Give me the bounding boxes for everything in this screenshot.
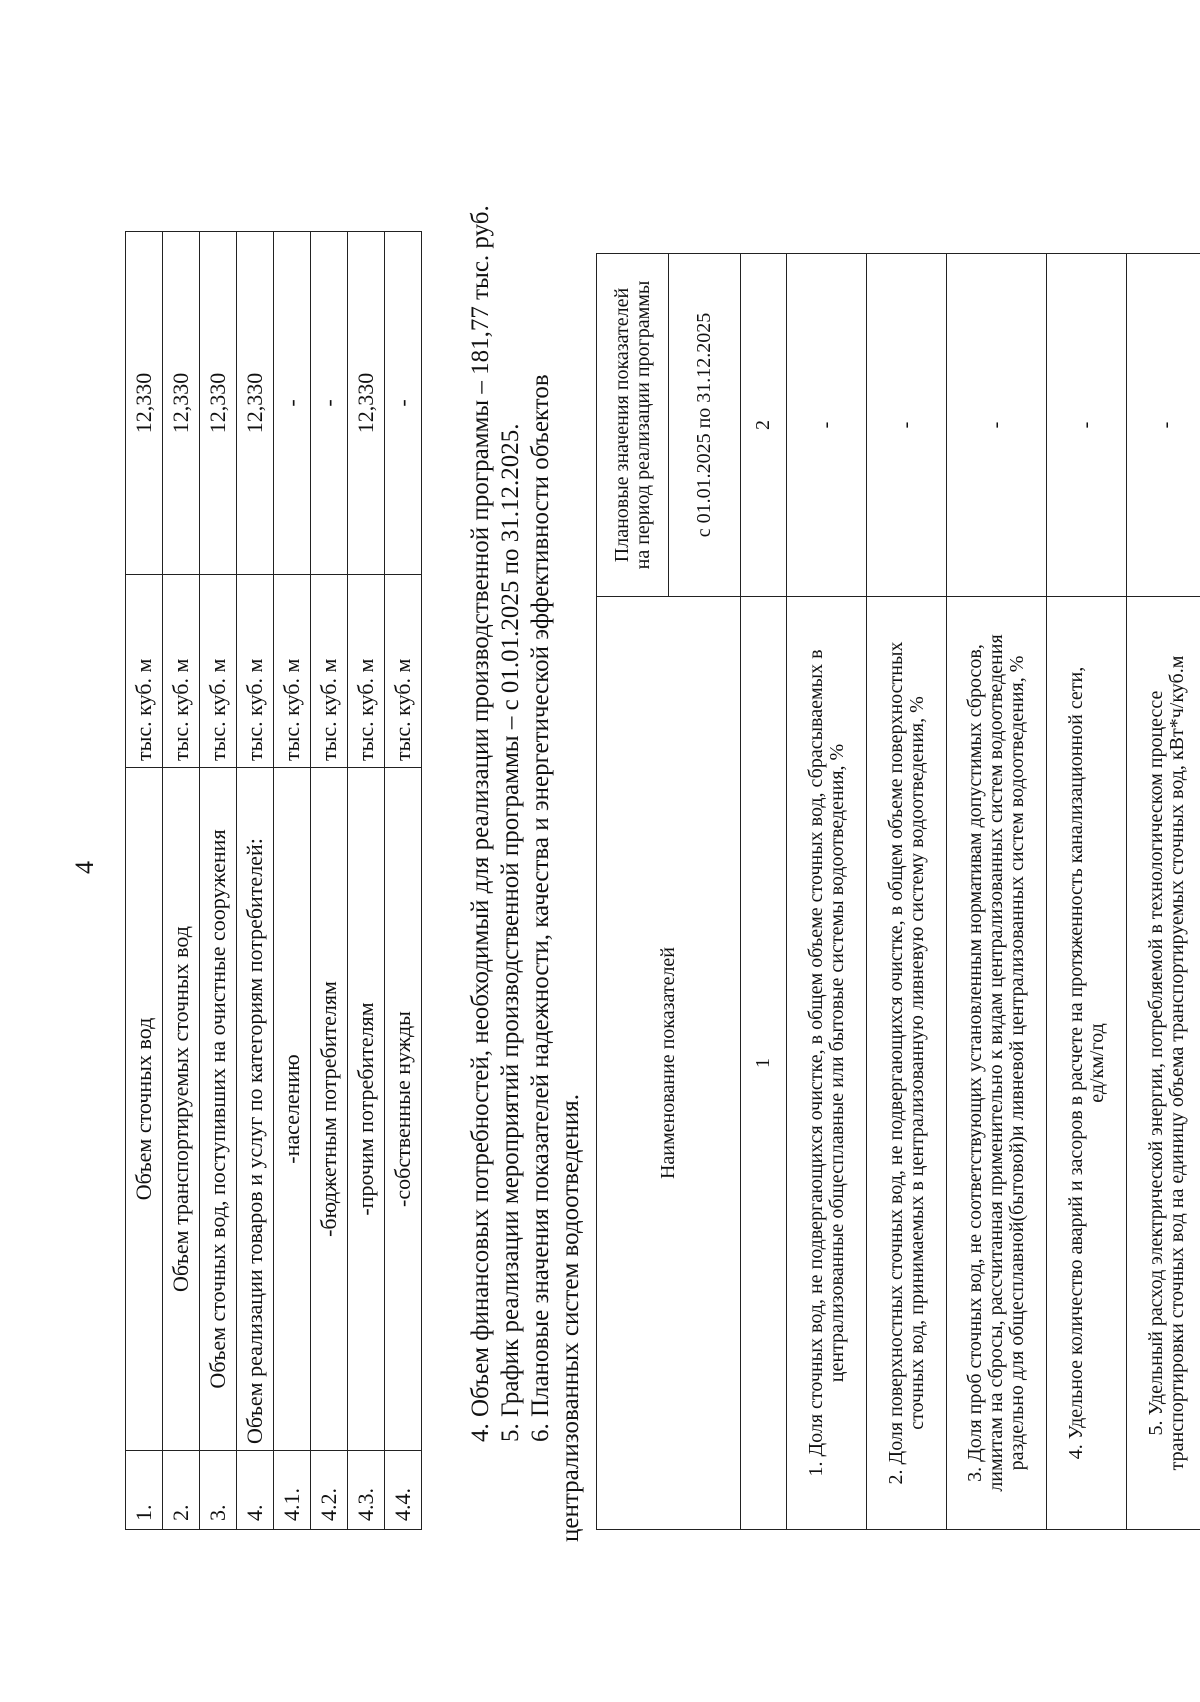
numbering-row: [741, 254, 787, 1530]
header-plan-line-1: Плановые значения показателей: [610, 287, 633, 563]
indicator-name-line: 1. Доля сточных вод, не подвергающихся очистке, в общем объеме сточных вод, сбрасываемых в: [804, 649, 827, 1477]
numbering-col-1: 1: [741, 597, 787, 1530]
indicator-name-line: 4. Удельное количество аварий и засоров в расчете на протяженность канализационной сети,: [1064, 666, 1087, 1460]
indicator-name: [1047, 597, 1127, 1530]
header-row: [597, 254, 669, 1530]
row-value: 12,330: [348, 232, 385, 575]
row-value: 12,330: [126, 232, 163, 575]
indicator-name-line: 3. Доля проб сточных вод, не соответствующих установленным нормативам допустимых сбросов,: [964, 644, 986, 1482]
indicator-name: [947, 597, 1047, 1530]
table-row: [1047, 254, 1127, 1530]
table-row: [947, 254, 1047, 1530]
indicator-value: -: [1047, 254, 1127, 597]
indicator-name-line: раздельно для общесплавной(бытовой)и ливневой централизованных систем водоотведения, %: [1006, 655, 1028, 1471]
row-name: -прочим потребителям: [348, 768, 385, 1451]
table-row: [867, 254, 947, 1530]
paragraph-6-line-1: 6. Плановые значения показателей надежности, качества и энергетической эффективности объектов: [527, 374, 554, 1442]
row-unit: тыс. куб. м: [163, 575, 200, 768]
indicator-name: [1127, 597, 1200, 1530]
table-row: [348, 232, 385, 1530]
row-name: Объем сточных вод: [126, 768, 163, 1451]
row-name: -собственные нужды: [385, 768, 422, 1451]
paragraph-5: 5. График реализации мероприятий производственной программы – с 01.01.2025 по 31.12.2025.: [497, 423, 524, 1442]
page-number: 4: [70, 861, 99, 874]
indicator-value: -: [1127, 254, 1200, 597]
table-row: [126, 232, 163, 1530]
indicator-name-line: лимитам на сбросы, рассчитанная применительно к видам централизованных систем водоотведения: [985, 634, 1007, 1492]
row-unit: тыс. куб. м: [348, 575, 385, 768]
indicator-name-line: сточных вод, принимаемых в централизованную ливневую систему водоотведения, %: [905, 696, 928, 1430]
indicator-name-line: транспортировки сточных вод на единицу объема транспортируемых сточных вод, кВт*ч/куб.м: [1165, 655, 1188, 1471]
table-row: [163, 232, 200, 1530]
header-name-cell: Наименование показателей: [597, 597, 741, 1530]
row-number: 4.1.: [274, 1451, 311, 1530]
table-row: [311, 232, 348, 1530]
table-row: [237, 232, 274, 1530]
row-unit: тыс. куб. м: [311, 575, 348, 768]
table-row: [200, 232, 237, 1530]
row-value: -: [385, 232, 422, 575]
row-name: Объем транспортируемых сточных вод: [163, 768, 200, 1451]
indicator-value: -: [947, 254, 1047, 597]
row-number: 3.: [200, 1451, 237, 1530]
table-row: [385, 232, 422, 1530]
indicator-name: [867, 597, 947, 1530]
period-cell: с 01.01.2025 по 31.12.2025: [669, 254, 741, 597]
volume-table: [125, 231, 422, 1530]
table-row: [1127, 254, 1200, 1530]
row-number: 2.: [163, 1451, 200, 1530]
indicator-name-line: 5. Удельный расход электрической энергии, потребляемой в технологическом процессе: [1144, 690, 1167, 1436]
row-name: -населению: [274, 768, 311, 1451]
row-name: -бюджетным потребителям: [311, 768, 348, 1451]
table-row: [787, 254, 867, 1530]
indicator-value: -: [787, 254, 867, 597]
indicators-table: [596, 253, 1200, 1530]
row-number: 4.4.: [385, 1451, 422, 1530]
indicator-name-line: ед/км/год: [1085, 1023, 1108, 1103]
row-name: Объем сточных вод, поступивших на очистные сооружения: [200, 768, 237, 1451]
row-value: -: [274, 232, 311, 575]
row-unit: тыс. куб. м: [126, 575, 163, 768]
row-value: 12,330: [237, 232, 274, 575]
row-number: 4.: [237, 1451, 274, 1530]
indicator-name-line: 2. Доля поверхностных сточных вод, не подвергающихся очистке, в общем объеме поверхностных: [884, 641, 907, 1485]
row-value: 12,330: [163, 232, 200, 575]
row-value: -: [311, 232, 348, 575]
row-number: 4.2.: [311, 1451, 348, 1530]
indicator-value: -: [867, 254, 947, 597]
paragraph-4: 4. Объем финансовых потребностей, необходимый для реализации производственной программы – 181,77 тыс. руб.: [467, 205, 494, 1442]
row-value: 12,330: [200, 232, 237, 575]
row-name: Объем реализации товаров и услуг по категориям потребителей:: [237, 768, 274, 1451]
header-plan-line-2: на период реализации программы: [631, 280, 654, 570]
row-number: 1.: [126, 1451, 163, 1530]
row-unit: тыс. куб. м: [274, 575, 311, 768]
row-number: 4.3.: [348, 1451, 385, 1530]
numbering-col-2: 2: [741, 254, 787, 597]
header-plan-cell: [597, 254, 669, 597]
table-row: [274, 232, 311, 1530]
indicator-name-line: централизованные общесплавные или бытовые системы водоотведения, %: [825, 743, 848, 1383]
paragraph-6-line-2: централизованных систем водоотведения.: [557, 1094, 584, 1542]
row-unit: тыс. куб. м: [200, 575, 237, 768]
indicator-name: [787, 597, 867, 1530]
row-unit: тыс. куб. м: [237, 575, 274, 768]
row-unit: тыс. куб. м: [385, 575, 422, 768]
